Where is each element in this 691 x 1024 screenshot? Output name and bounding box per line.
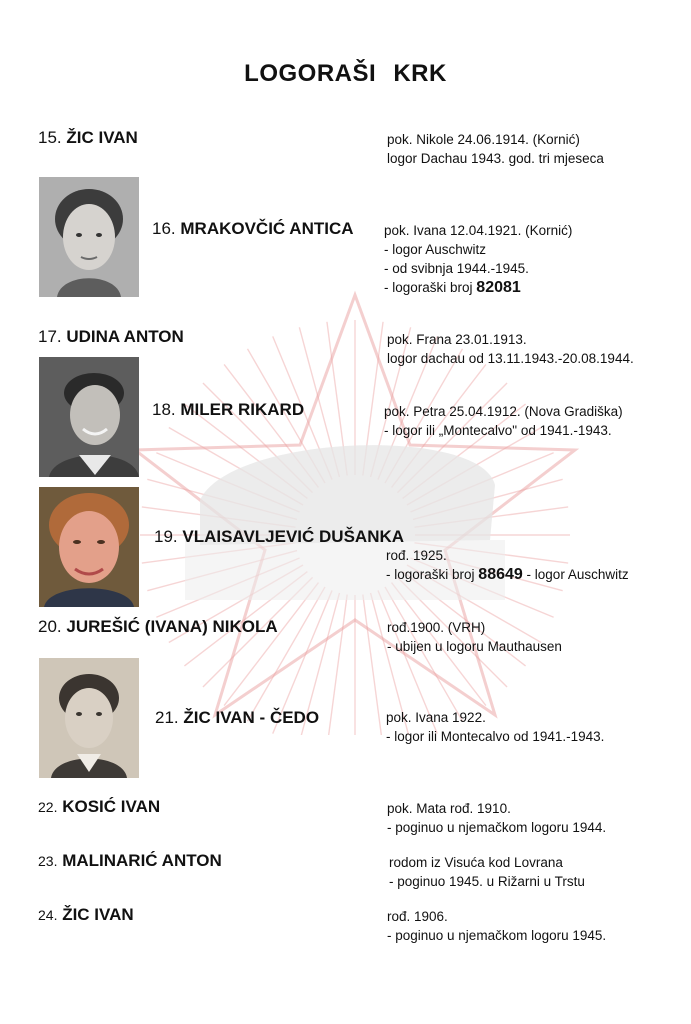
detail-line: logor dachau od 13.11.1943.-20.08.1944.: [387, 351, 634, 366]
entry-name-text: MALINARIĆ ANTON: [62, 851, 222, 870]
entry-details: [386, 546, 629, 584]
detail-line: - logor Auschwitz: [384, 242, 487, 257]
detail-line: pok. Nikole 24.06.1914. (Kornić): [387, 132, 580, 147]
entry-name: [152, 400, 304, 420]
portrait-photo: [39, 658, 139, 778]
entry-name-text: VLAISAVLJEVIĆ DUŠANKA: [182, 527, 405, 546]
detail-line-badge: [386, 565, 629, 584]
badge-prefix: - logoraški broj: [384, 280, 477, 295]
badge-suffix: - logor Auschwitz: [522, 567, 629, 582]
entry-name-text: UDINA ANTON: [66, 327, 184, 346]
entry-name: [38, 128, 138, 148]
entry-details: [384, 402, 623, 440]
entry-name-text: MRAKOVČIĆ ANTICA: [180, 219, 354, 238]
detail-line: - poginuo 1945. u Rižarni u Trstu: [389, 874, 585, 889]
detail-line: pok. Mata rođ. 1910.: [387, 801, 511, 816]
entry-details: [387, 330, 634, 368]
entry-name-text: KOSIĆ IVAN: [62, 797, 161, 816]
entry-number: 22.: [38, 799, 58, 815]
badge-prefix: - logoraški broj: [386, 567, 479, 582]
entry-details: [384, 221, 572, 297]
detail-line: rođ.1900. (VRH): [387, 620, 486, 635]
detail-line: - poginuo u njemačkom logoru 1945.: [387, 928, 607, 943]
entry-name-text: ŽIC IVAN: [66, 128, 138, 147]
entry-details: [387, 618, 562, 656]
entry-details: [386, 708, 604, 746]
detail-line: rodom iz Visuća kod Lovrana: [389, 855, 563, 870]
detail-line: - ubijen u logoru Mauthausen: [387, 639, 562, 654]
entry-number: 21.: [155, 708, 179, 727]
prisoner-number: 88649: [478, 566, 523, 583]
portrait-photo: [39, 357, 139, 477]
entry-details: [387, 799, 606, 837]
detail-line: pok. Ivana 1922.: [386, 710, 486, 725]
detail-line: pok. Ivana 12.04.1921. (Kornić): [384, 223, 573, 238]
entry-name: [152, 219, 354, 239]
detail-line: - od svibnja 1944.-1945.: [384, 261, 529, 276]
entry-name-text: MILER RIKARD: [180, 400, 305, 419]
entry-details: [389, 853, 585, 891]
entry-number: 15.: [38, 128, 62, 147]
entry-name: [38, 851, 222, 871]
detail-line: - logor ili „Montecalvo" od 1941.-1943.: [384, 423, 612, 438]
entry-number: 17.: [38, 327, 62, 346]
detail-line: logor Dachau 1943. god. tri mjeseca: [387, 151, 604, 166]
entry-number: 18.: [152, 400, 176, 419]
entry-number: 23.: [38, 853, 58, 869]
detail-line: rođ. 1906.: [387, 909, 448, 924]
entry-name: [154, 527, 404, 547]
entry-name: [38, 797, 160, 817]
detail-line: pok. Frana 23.01.1913.: [387, 332, 527, 347]
entry-number: 24.: [38, 907, 58, 923]
entry-number: 19.: [154, 527, 178, 546]
entry-name: [38, 905, 134, 925]
entry-name-text: ŽIC IVAN: [62, 905, 134, 924]
portrait-photo: [39, 177, 139, 297]
entry-name-text: JUREŠIĆ (IVANA) NIKOLA: [66, 617, 278, 636]
entry-details: [387, 130, 604, 168]
entry-name: [38, 617, 278, 637]
detail-line: pok. Petra 25.04.1912. (Nova Gradiška): [384, 404, 623, 419]
entry-number: 16.: [152, 219, 176, 238]
entry-number: 20.: [38, 617, 62, 636]
entry-name-text: ŽIC IVAN - ČEDO: [183, 708, 320, 727]
entry-name: [155, 708, 319, 728]
entry-name: [38, 327, 184, 347]
prisoner-number: 82081: [476, 279, 521, 296]
portrait-photo: [39, 487, 139, 607]
detail-line: - logor ili Montecalvo od 1941.-1943.: [386, 729, 605, 744]
detail-line-badge: [384, 278, 572, 297]
entry-details: [387, 907, 606, 945]
page-title: LOGORAŠI KRK: [244, 60, 447, 87]
detail-line: rođ. 1925.: [386, 548, 447, 563]
detail-line: - poginuo u njemačkom logoru 1944.: [387, 820, 607, 835]
